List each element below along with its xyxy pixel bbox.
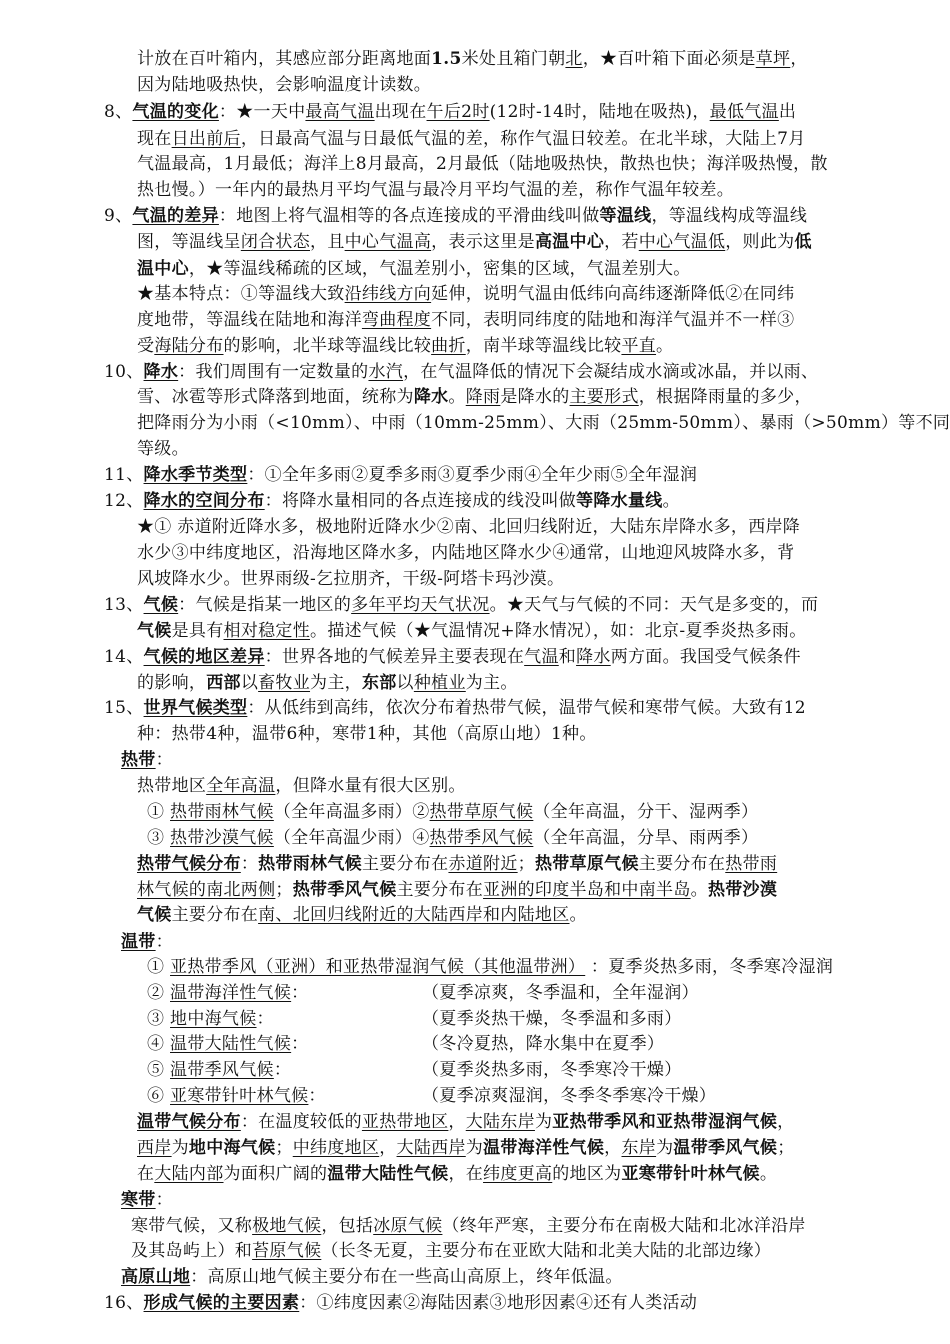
emphasis-text: 等温线: [599, 206, 652, 226]
emphasis-text: 亚热带季风（亚洲）和亚热带湿润气候（其他温带洲）: [170, 957, 586, 977]
text-line: [137, 774, 466, 798]
emphasis-text: 苔原气候: [252, 1241, 322, 1261]
text-segment: 计放在百叶箱内，其感应部分距离地面: [137, 49, 432, 69]
emphasis-text: 草坪: [755, 49, 791, 69]
text-line: [104, 100, 796, 124]
emphasis-text: 种植业: [413, 673, 466, 693]
emphasis-text: 亚热带季风和亚热带湿润气候: [552, 1112, 778, 1132]
emphasis-text: 大陆内部: [154, 1164, 224, 1184]
text-segment: 9、: [104, 206, 133, 226]
climate-description: （夏季凉爽湿润，冬季冬季寒冷干燥）: [422, 1086, 717, 1106]
text-segment: ，等温线构成等温线: [651, 206, 808, 226]
text-segment: 米处且箱门朝: [461, 49, 566, 69]
emphasis-text: 弯曲程度: [361, 310, 432, 330]
text-line: [104, 463, 697, 487]
text-segment: ：: [155, 932, 173, 952]
text-segment: ：: [256, 1009, 274, 1029]
emphasis-text: 林气候的南北两侧: [137, 880, 276, 900]
text-line: [104, 360, 818, 384]
emphasis-text: 平直: [621, 336, 657, 356]
emphasis-text: 东部: [361, 673, 397, 693]
text-segment: 受: [137, 336, 155, 356]
text-segment: ；: [777, 1138, 795, 1158]
text-segment: ：①纬度因素②海陆因素③地形因素④还有人类活动: [299, 1293, 698, 1313]
emphasis-text: 热带雨林气候: [258, 854, 362, 874]
text-segment: 现在: [137, 129, 172, 149]
emphasis-text: 降水: [413, 387, 449, 407]
text-segment: ：: [291, 1034, 309, 1054]
emphasis-text: 降水: [143, 362, 179, 382]
text-segment: （终年严寒，主要分布在南极大陆和北冰洋沿岸: [442, 1216, 806, 1236]
text-segment: 不同，表明同纬度的陆地和海洋气温并不一样③: [431, 310, 795, 330]
emphasis-text: 热带沙漠: [707, 880, 778, 900]
emphasis-text: 气候: [137, 621, 172, 641]
text-segment: ，: [448, 1112, 466, 1132]
text-segment: ；: [517, 854, 535, 874]
text-segment: （全年高温，分旱、雨两季）: [533, 828, 759, 848]
text-segment: 的影响，: [137, 673, 207, 693]
text-segment: ，★百叶箱下面必须是: [582, 49, 756, 69]
text-line: [137, 1136, 795, 1160]
text-segment: 为主。: [465, 673, 518, 693]
emphasis-text: 温带季风气候: [673, 1138, 778, 1158]
text-segment: 把降雨分为小雨（<10mm）、中雨（10mm-25mm）、大雨（25mm-50mm）、暴雨（>50mm）等不同: [137, 413, 950, 433]
emphasis-text: 最高气温: [305, 102, 375, 122]
emphasis-text: 中纬度地区: [292, 1138, 380, 1158]
emphasis-text: 相对稳定性: [223, 621, 311, 641]
emphasis-text: 降雨: [465, 387, 501, 407]
text-segment: ：①全年多雨②夏季多雨③夏季少雨④全年少雨⑤全年湿润: [247, 465, 698, 485]
text-segment: 15、: [104, 698, 144, 718]
emphasis-text: 热带气候分布: [137, 854, 241, 874]
text-segment: 。★天气与气候的不同：天气是多变的，而: [489, 595, 819, 615]
text-segment: ：将降水量相同的各点连接成的线没叫做: [264, 491, 577, 511]
text-segment: ，在: [448, 1164, 484, 1184]
text-segment: 气温最高，1月最低；海洋上8月最高，2月最低（陆地吸热快，散热也快；海洋吸热慢，散: [137, 154, 828, 174]
text-line: [131, 1239, 771, 1263]
text-segment: 。: [448, 387, 466, 407]
emphasis-text: 午后2时: [426, 102, 490, 122]
text-segment: 和: [558, 647, 577, 667]
emphasis-text: 热带雨林气候: [170, 802, 274, 822]
text-segment: ★基本特点：①等温线大致: [137, 284, 345, 304]
text-segment: ，且: [310, 232, 345, 252]
emphasis-text: 冰原气候: [373, 1216, 443, 1236]
emphasis-text: 气温: [524, 647, 559, 667]
text-segment: ④: [147, 1034, 171, 1054]
emphasis-text: 南、北回归线附近的大陆西岸和内陆地区: [258, 905, 570, 925]
text-line: [137, 619, 807, 643]
emphasis-text: 降水季节类型: [143, 465, 248, 485]
emphasis-text: 1.5: [431, 49, 462, 69]
emphasis-text: 高温中心: [534, 232, 605, 252]
text-segment: （全年高温，分干、湿两季）: [533, 802, 759, 822]
text-line: [137, 541, 794, 565]
text-segment: ；: [275, 880, 293, 900]
text-segment: 主要分布在: [638, 854, 726, 874]
emphasis-text: 温带: [121, 932, 156, 952]
emphasis-text: 热带沙漠气候: [170, 828, 274, 848]
climate-description: （夏季炎热干燥，冬季温和多雨）: [422, 1009, 682, 1029]
emphasis-text: 热带草原气候: [429, 802, 534, 822]
emphasis-text: 地中海气候: [188, 1138, 276, 1158]
text-segment: 为面积广阔的: [223, 1164, 328, 1184]
text-segment: ⑤: [147, 1060, 171, 1080]
climate-description: （夏季凉爽，冬季温和，全年湿润）: [422, 983, 699, 1003]
text-segment: ：: [291, 983, 309, 1003]
text-segment: 为主，: [310, 673, 362, 693]
emphasis-text: 海陆分布: [154, 336, 224, 356]
text-segment: (12时-14时，陆地在吸热)，: [489, 102, 710, 122]
text-segment: ③: [147, 1009, 171, 1029]
emphasis-text: 闭合状态: [240, 232, 311, 252]
text-segment: 。: [656, 336, 674, 356]
text-segment: 10、: [104, 362, 144, 382]
text-segment: ①: [147, 802, 171, 822]
text-segment: 水少③中纬度地区，沿海地区降水多，内陆地区降水少④通常，山地迎风坡降水多，背: [137, 543, 795, 563]
text-segment: ，根据降雨量的多少，: [638, 387, 812, 407]
text-segment: ：从低纬到高纬，依次分布着热带气候，温带气候和寒带气候。大致有12: [247, 698, 806, 718]
emphasis-text: 降水: [576, 647, 611, 667]
climate-description: （夏季炎热多雨，冬季寒冷干燥）: [422, 1060, 682, 1080]
emphasis-text: 温带海洋性气候: [170, 983, 292, 1003]
emphasis-text: 热带草原气候: [534, 854, 639, 874]
emphasis-text: 气候的地区差异: [143, 647, 265, 667]
emphasis-text: 热带季风气候: [429, 828, 534, 848]
emphasis-text: 温带气候分布: [137, 1112, 241, 1132]
text-segment: 12、: [104, 491, 144, 511]
text-line: [147, 955, 833, 979]
text-segment: 热带地区: [137, 776, 207, 796]
emphasis-text: 温带海洋性气候: [483, 1138, 605, 1158]
text-segment: ，但降水量有很大区别。: [275, 776, 466, 796]
text-line: [104, 1291, 697, 1315]
text-line: [137, 878, 777, 902]
climate-description: （冬冷夏热，降水集中在夏季）: [422, 1034, 665, 1054]
text-segment: ，日最高气温与日最低气温的差，称作气温日较差。在北半球，大陆上7月: [240, 129, 806, 149]
emphasis-text: 气候: [143, 595, 179, 615]
text-line: [137, 334, 673, 358]
emphasis-text: 曲折: [431, 336, 466, 356]
text-segment: 图，等温线呈: [137, 232, 241, 252]
text-line: [137, 567, 564, 591]
text-segment: 出现在: [374, 102, 427, 122]
text-line: [137, 437, 189, 461]
emphasis-text: 中心气温高: [344, 232, 432, 252]
emphasis-text: 亚洲的印度半岛和中南半岛: [483, 880, 691, 900]
text-segment: ，在气温降低的情况下会凝结成水滴或冰晶，并以雨、: [403, 362, 819, 382]
emphasis-text: 东岸: [621, 1138, 657, 1158]
text-segment: （全年高温多雨）②: [273, 802, 430, 822]
text-segment: 主要分布在: [171, 905, 259, 925]
emphasis-text: 亚寒带针叶林气候: [621, 1164, 760, 1184]
text-segment: 及其岛屿上）和: [131, 1241, 253, 1261]
emphasis-text: 温带大陆性气候: [327, 1164, 449, 1184]
text-line: [137, 230, 812, 254]
emphasis-text: 水汽: [368, 362, 404, 382]
text-line: [104, 645, 801, 669]
emphasis-text: 最低气温: [709, 102, 779, 122]
text-segment: ：: [308, 1086, 326, 1106]
text-segment: ，: [777, 1112, 795, 1132]
text-segment: 是具有: [171, 621, 224, 641]
text-line: [137, 152, 828, 176]
text-line: [137, 515, 800, 539]
text-segment: 热也慢。）一年内的最热月平均气温与最冷月平均气温的差，称作气温年较差。: [137, 180, 734, 200]
text-segment: 为: [656, 1138, 674, 1158]
text-line: [121, 1265, 623, 1289]
text-line: [104, 489, 680, 513]
emphasis-text: 北: [565, 49, 583, 69]
text-line: [137, 308, 794, 332]
emphasis-text: 沿纬线方向: [344, 284, 432, 304]
emphasis-text: 热带季风气候: [292, 880, 397, 900]
text-segment: ：地图上将气温相等的各点连接成的平滑曲线叫做: [218, 206, 600, 226]
text-segment: ，若: [604, 232, 639, 252]
text-segment: 在: [137, 1164, 155, 1184]
emphasis-text: 西岸: [137, 1138, 172, 1158]
text-segment: ：: [273, 1060, 292, 1080]
text-segment: 等级。: [137, 439, 189, 459]
text-segment: 为: [171, 1138, 189, 1158]
text-segment: ：: [155, 1190, 173, 1210]
text-segment: ③: [147, 828, 171, 848]
text-segment: ，则此为: [725, 232, 795, 252]
emphasis-text: 热带: [121, 750, 156, 770]
text-segment: ，: [790, 49, 808, 69]
text-line: [137, 127, 806, 151]
text-segment: 的地区为: [552, 1164, 622, 1184]
text-segment: ，表示这里是: [431, 232, 535, 252]
text-segment: 出: [778, 102, 797, 122]
emphasis-text: 气温的差异: [132, 206, 219, 226]
text-line: [131, 1214, 806, 1238]
text-line: [137, 1162, 777, 1186]
text-segment: ；: [275, 1138, 293, 1158]
text-segment: 。描述气候（★气温情况+降水情况），如：北京-夏季炎热多雨。: [310, 621, 807, 641]
emphasis-text: 等降水量线: [576, 491, 663, 511]
text-segment: 。: [569, 905, 587, 925]
text-line: [137, 282, 794, 306]
text-line: [137, 1110, 794, 1134]
text-line: [147, 826, 758, 850]
text-segment: 。: [759, 1164, 778, 1184]
text-segment: 主要分布在: [396, 880, 484, 900]
text-line: [137, 411, 950, 435]
emphasis-text: 全年高温: [206, 776, 276, 796]
text-line: [137, 178, 734, 202]
emphasis-text: 低: [794, 232, 812, 252]
text-segment: ，包括: [321, 1216, 374, 1236]
emphasis-text: 多年平均天气状况: [351, 595, 490, 615]
text-segment: （长冬无夏，主要分布在亚欧大陆和北美大陆的北部边缘）: [321, 1241, 772, 1261]
text-segment: 14、: [104, 647, 144, 667]
text-segment: 两方面。我国受气候条件: [610, 647, 801, 667]
emphasis-text: 地中海气候: [170, 1009, 257, 1029]
text-segment: ，: [604, 1138, 622, 1158]
text-line: [121, 748, 173, 772]
text-segment: ：: [155, 750, 173, 770]
emphasis-text: 大陆西岸: [396, 1138, 466, 1158]
text-segment: 的影响，北半球等温线比较: [223, 336, 432, 356]
emphasis-text: 西部: [206, 673, 241, 693]
text-segment: 延伸，说明气温由低纬向高纬逐渐降低②在同纬: [431, 284, 795, 304]
text-segment: 风坡降水少。世界雨级-乞拉朋齐，干级-阿塔卡玛沙漠。: [137, 569, 565, 589]
text-line: [104, 593, 818, 617]
text-segment: 8、: [104, 102, 133, 122]
text-segment: 雪、冰雹等形式降落到地面，统称为: [137, 387, 414, 407]
emphasis-text: 亚寒带针叶林气候: [170, 1086, 309, 1106]
text-segment: 是降水的: [500, 387, 570, 407]
text-line: [137, 257, 691, 281]
emphasis-text: 气候: [137, 905, 172, 925]
emphasis-text: 温带大陆性气候: [170, 1034, 292, 1054]
text-segment: 为: [465, 1138, 484, 1158]
text-segment: ：在温度较低的: [240, 1112, 362, 1132]
emphasis-text: 中心气温低: [638, 232, 726, 252]
text-line: [137, 852, 777, 876]
emphasis-text: 高原山地: [121, 1267, 191, 1287]
text-segment: ★① 赤道附近降水多，极地附近降水少②南、北回归线附近，大陆东岸降水多，西岸降: [137, 517, 801, 537]
emphasis-text: 气温的变化: [132, 102, 219, 122]
text-line: [137, 671, 518, 695]
emphasis-text: 降水的空间分布: [143, 491, 265, 511]
text-segment: （全年高温少雨）④: [273, 828, 430, 848]
text-segment: ：★一天中: [218, 102, 306, 122]
emphasis-text: 世界气候类型: [143, 698, 248, 718]
text-segment: ：: [240, 854, 259, 874]
emphasis-text: 大陆东岸: [465, 1112, 535, 1132]
text-line: [137, 385, 812, 409]
emphasis-text: 赤道附近: [448, 854, 518, 874]
text-segment: 以: [240, 673, 259, 693]
text-segment: ：我们周围有一定数量的: [178, 362, 369, 382]
text-segment: ，★等温线稀疏的区域，气温差别小，密集的区域，气温差别大。: [188, 259, 691, 279]
text-line: [104, 696, 806, 720]
text-segment: 。: [662, 491, 680, 511]
text-segment: ②: [147, 983, 171, 1003]
text-segment: 13、: [104, 595, 144, 615]
emphasis-text: 畜牧业: [258, 673, 311, 693]
emphasis-text: 热带雨: [725, 854, 778, 874]
text-line: [137, 722, 597, 746]
text-line: [104, 204, 807, 228]
text-segment: 16、: [104, 1293, 144, 1313]
text-segment: ，南半球等温线比较: [465, 336, 622, 356]
text-segment: ：气候是指某一地区的: [178, 595, 352, 615]
text-line: [147, 1032, 308, 1056]
text-line: [137, 903, 587, 927]
text-line: [121, 930, 173, 954]
text-line: [147, 1084, 326, 1108]
text-line: [121, 1188, 173, 1212]
emphasis-text: 温中心: [137, 259, 189, 279]
text-segment: 以: [396, 673, 414, 693]
text-segment: ：高原山地气候主要分布在一些高山高原上，终年低温。: [190, 1267, 623, 1287]
text-line: [147, 981, 308, 1005]
text-line: [137, 47, 808, 71]
text-segment: 种：热带4种，温带6种，寒带1种，其他（高原山地）1种。: [137, 724, 597, 744]
text-segment: 寒带气候，又称: [131, 1216, 253, 1236]
emphasis-text: 温带季风气候: [170, 1060, 274, 1080]
text-segment: 主要分布在: [361, 854, 449, 874]
text-line: [147, 800, 758, 824]
emphasis-text: 形成气候的主要因素: [143, 1293, 300, 1313]
emphasis-text: 寒带: [121, 1190, 156, 1210]
emphasis-text: 极地气候: [252, 1216, 322, 1236]
emphasis-text: 亚热带地区: [361, 1112, 449, 1132]
emphasis-text: 日出前后: [171, 129, 241, 149]
text-segment: ：夏季炎热多雨，冬季寒冷湿润: [585, 957, 834, 977]
text-segment: 因为陆地吸热快，会影响温度计读数。: [137, 75, 432, 95]
emphasis-text: 纬度更高: [483, 1164, 553, 1184]
text-segment: ：世界各地的气候差异主要表现在: [264, 647, 525, 667]
text-segment: 为: [534, 1112, 553, 1132]
text-line: [147, 1058, 291, 1082]
emphasis-text: 主要形式: [569, 387, 639, 407]
text-segment: ①: [147, 957, 171, 977]
text-segment: 11、: [104, 465, 144, 485]
text-segment: 。: [690, 880, 708, 900]
text-segment: ⑥: [147, 1086, 171, 1106]
text-line: [137, 73, 431, 97]
text-segment: 度地带，等温线在陆地和海洋: [137, 310, 362, 330]
text-line: [147, 1007, 274, 1031]
text-segment: ，: [379, 1138, 397, 1158]
